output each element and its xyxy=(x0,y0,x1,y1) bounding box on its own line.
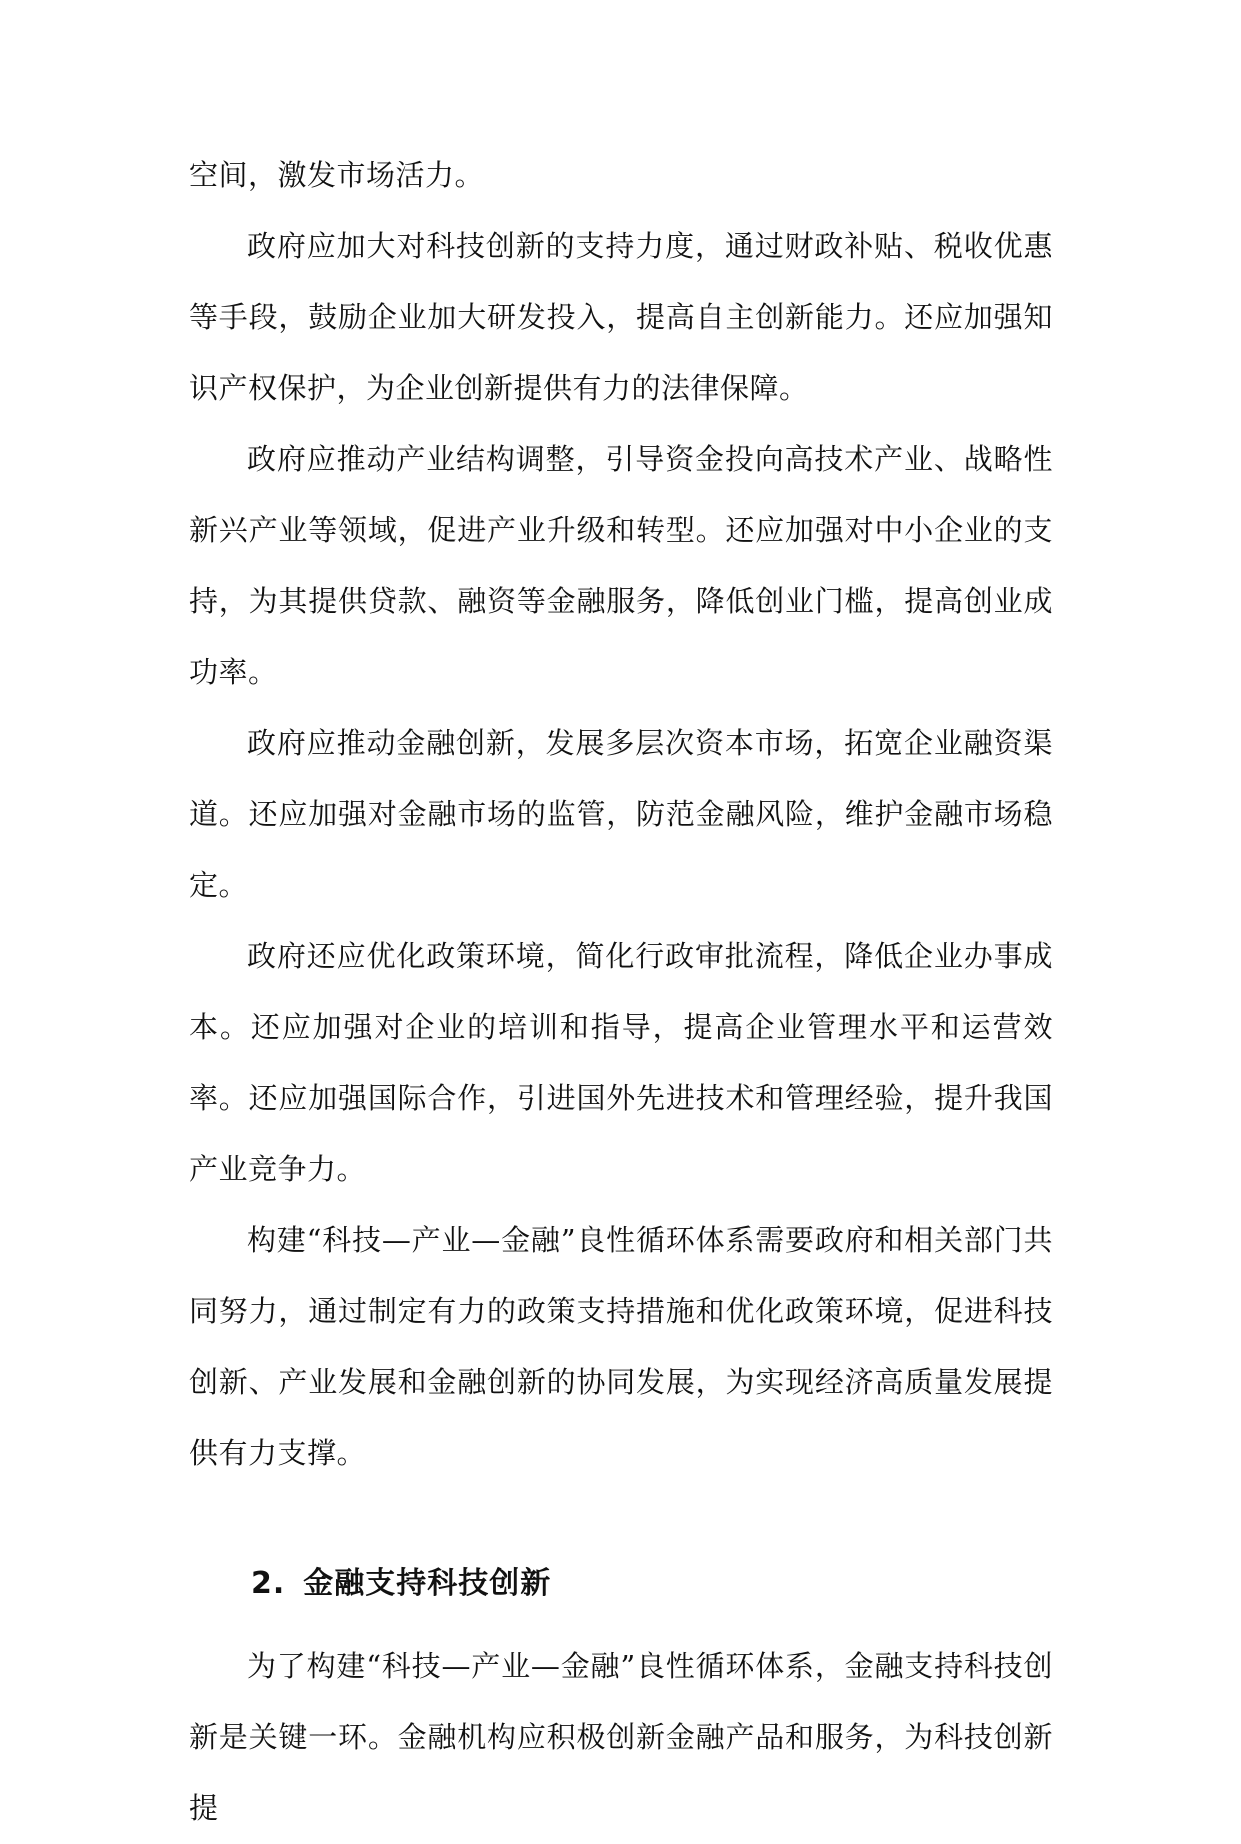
paragraph: 政府应推动金融创新，发展多层次资本市场，拓宽企业融资渠道。还应加强对金融市场的监管，防范金融风险，维护金融市场稳定。 xyxy=(189,726,1053,902)
section-heading xyxy=(189,1549,1053,1619)
section-title: 金融支持科技创新 xyxy=(303,1566,552,1601)
paragraph: 构建“科技—产业—金融”良性循环体系需要政府和相关部门共同努力，通过制定有力的政策支持措施和优化政策环境，促进科技创新、产业发展和金融创新的协同发展，为实现经济高质量发展提供有力支撑。 xyxy=(189,1223,1053,1470)
section-number: 2. xyxy=(251,1566,286,1601)
document-body xyxy=(189,140,1053,1844)
paragraph: 政府还应优化政策环境，简化行政审批流程，降低企业办事成本。还应加强对企业的培训和指导，提高企业管理水平和运营效率。还应加强国际合作，引进国外先进技术和管理经验，提升我国产业竞争力。 xyxy=(189,939,1053,1186)
paragraph: 空间，激发市场活力。 xyxy=(189,158,485,192)
paragraph: 为了构建“科技—产业—金融”良性循环体系，金融支持科技创新是关键一环。金融机构应积极创新金融产品和服务，为科技创新提 xyxy=(189,1649,1053,1825)
paragraph: 政府应推动产业结构调整，引导资金投向高技术产业、战略性新兴产业等领域，促进产业升级和转型。还应加强对中小企业的支持，为其提供贷款、融资等金融服务，降低创业门槛，提高创业成功率。 xyxy=(189,442,1053,689)
paragraph: 政府应加大对科技创新的支持力度，通过财政补贴、税收优惠等手段，鼓励企业加大研发投入，提高自主创新能力。还应加强知识产权保护，为企业创新提供有力的法律保障。 xyxy=(189,229,1053,405)
